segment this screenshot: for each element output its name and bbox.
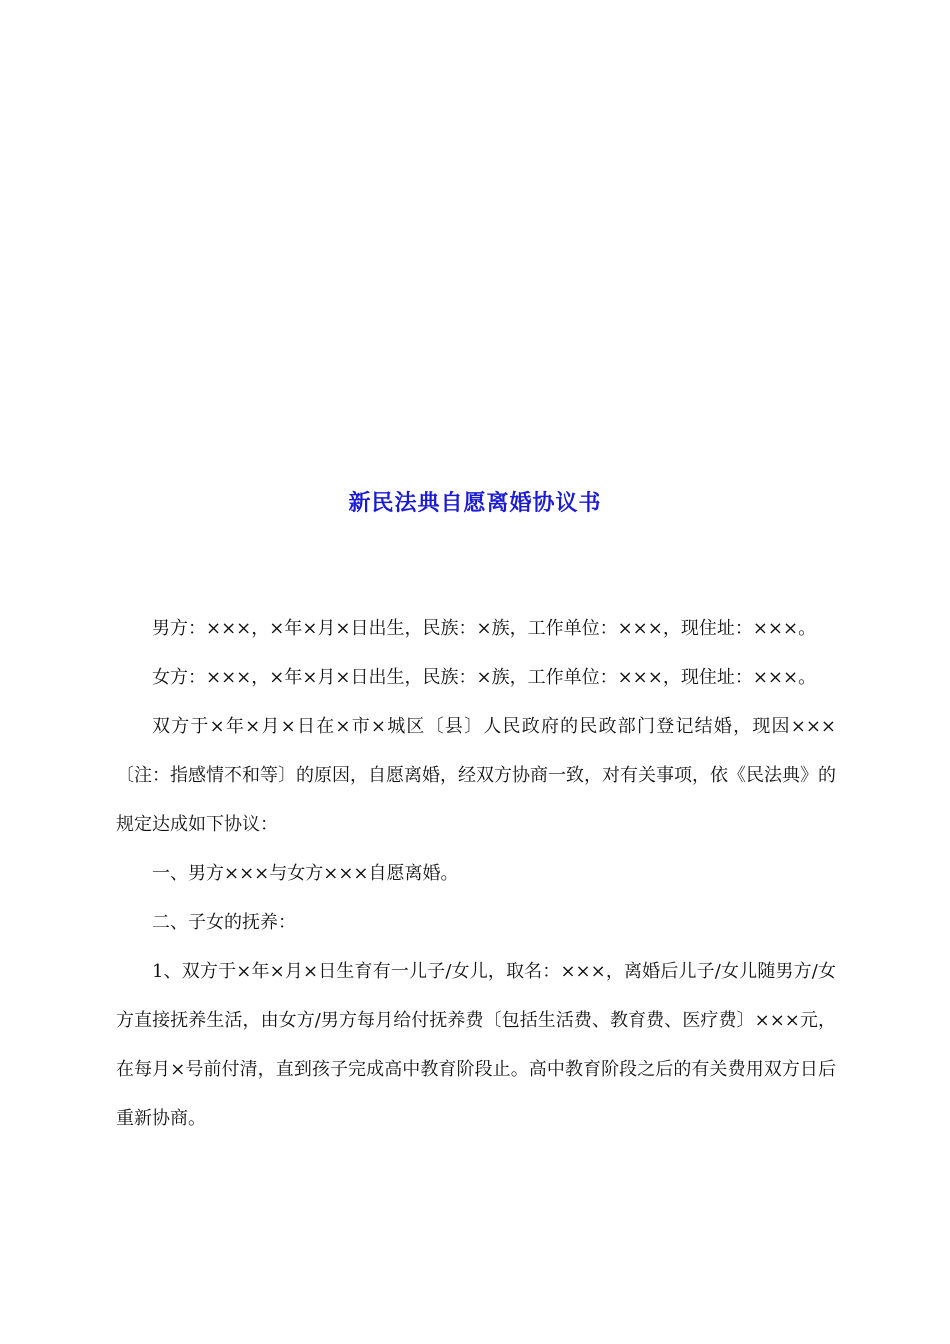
paragraph-male-party: 男方：×××，×年×月×日出生，民族：×族，工作单位：×××，现住址：×××。 [152, 618, 817, 639]
paragraph-clause-child-custody-heading: 二、子女的抚养： [152, 912, 296, 933]
paragraph-clause-divorce: 一、男方×××与女方×××自愿离婚。 [152, 863, 459, 884]
document-title: 新民法典自愿离婚协议书 [348, 490, 602, 516]
paragraph-marriage-background: 双方于×年×月×日在×市×城区〔县〕人民政府的民政部门登记结婚，现因×××〔注：指感情不和等〕的原因，自愿离婚，经双方协商一致，对有关事项，依《民法典》的规定达成如下协议： [116, 716, 836, 835]
paragraph-clause-child-custody-detail: 1、双方于×年×月×日生育有一儿子/女儿，取名：×××，离婚后儿子/女儿随男方/女方直接抚养生活，由女方/男方每月给付抚养费〔包括生活费、教育费、医疗费〕×××元，在每月×号前付清，直到孩子完成高中教育阶段止。高中教育阶段之后的有关费用双方日后重新协商。 [116, 961, 836, 1129]
document-body [116, 604, 836, 1143]
paragraph-female-party: 女方：×××，×年×月×日出生，民族：×族，工作单位：×××，现住址：×××。 [152, 667, 817, 688]
